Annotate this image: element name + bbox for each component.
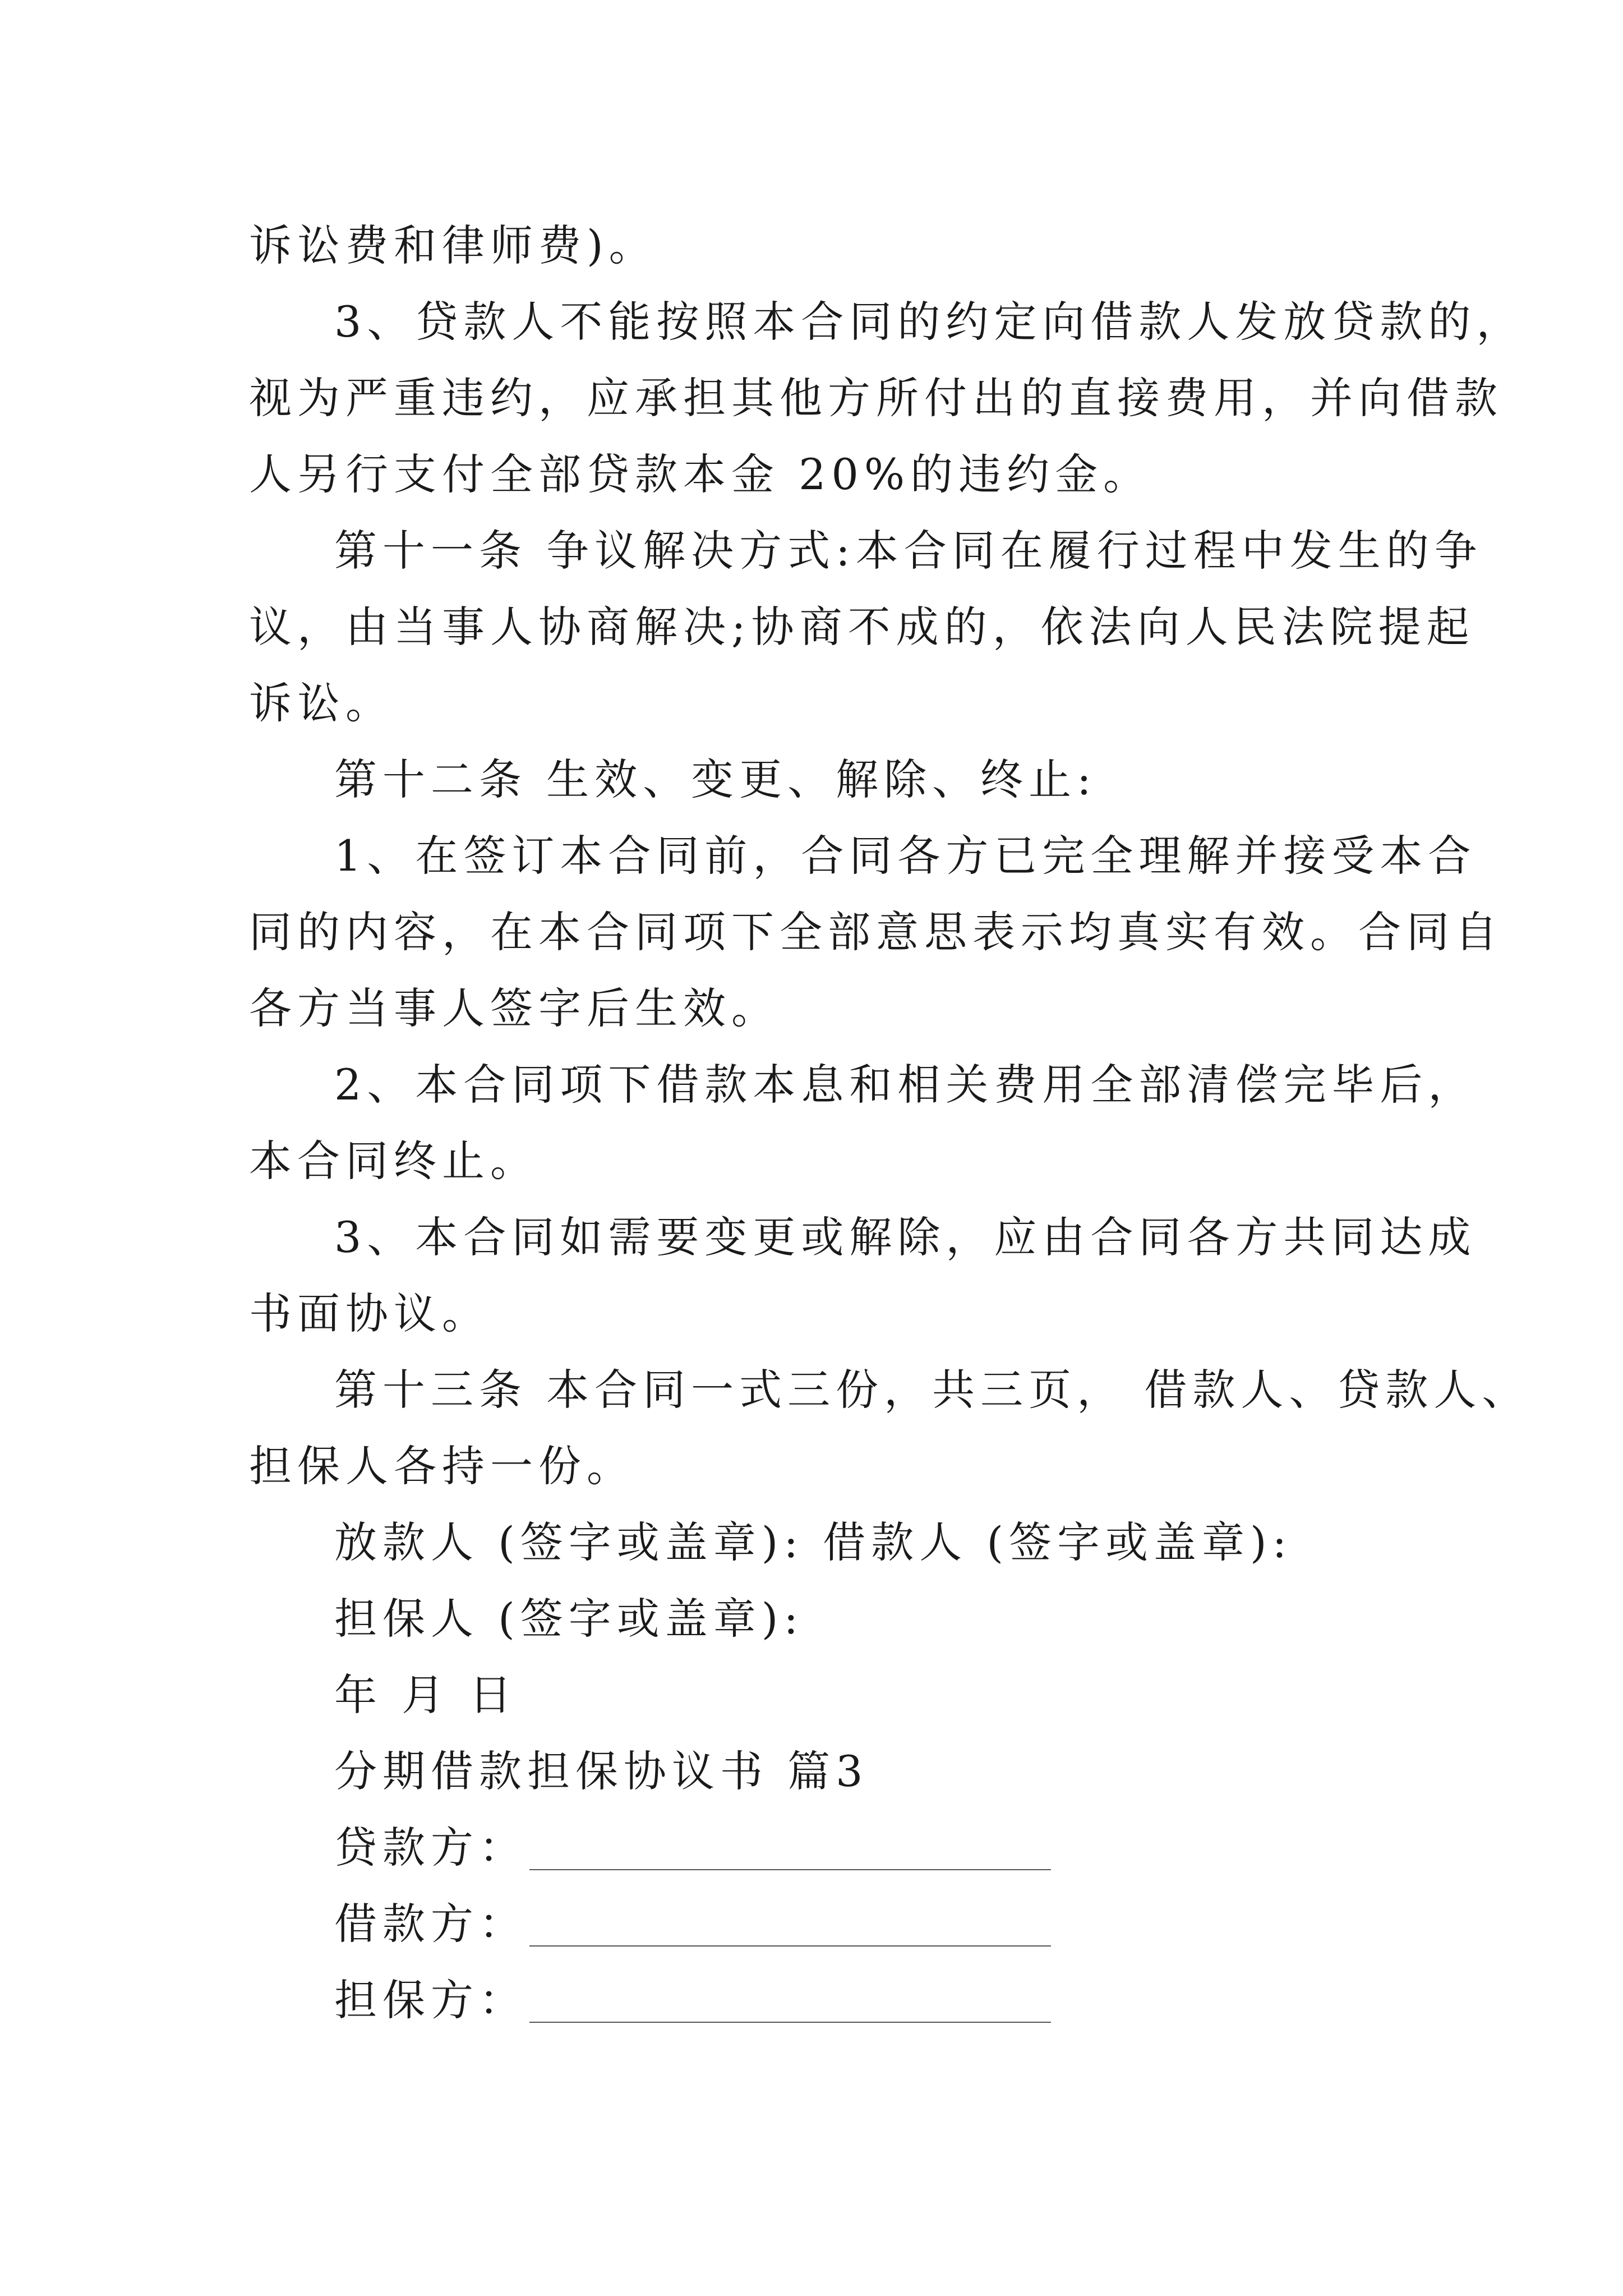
- text-line-12: 2、本合同项下借款本息和相关费用全部清偿完毕后，: [334, 1060, 1477, 1110]
- borrower-blank: [529, 1945, 1051, 1947]
- lender-blank: [529, 1869, 1051, 1870]
- text-line-17: 担保人各持一份。: [249, 1441, 635, 1491]
- text-line-16: 第十三条 本合同一式三份，共三页， 借款人、贷款人、: [334, 1365, 1530, 1415]
- text-line-4: 人另行支付全部贷款本金 20%的违约金。: [249, 449, 1152, 499]
- guarantor-label: 担保方：: [334, 1975, 527, 2025]
- text-line-15: 书面协议。: [249, 1289, 490, 1338]
- section-heading: 分期借款担保协议书 篇3: [334, 1746, 869, 1796]
- text-line-13: 本合同终止。: [249, 1136, 538, 1186]
- text-line-9: 1、在签订本合同前，合同各方已完全理解并接受本合: [334, 831, 1477, 881]
- text-line-5: 第十一条 争议解决方式:本合同在履行过程中发生的争: [334, 526, 1483, 576]
- text-line-7: 诉讼。: [249, 678, 394, 728]
- text-line-2: 3、贷款人不能按照本合同的约定向借款人发放贷款的，: [334, 297, 1525, 347]
- signature-line-lender-borrower: 放款人 (签字或盖章): 借款人 (签字或盖章):: [334, 1517, 1293, 1567]
- guarantor-field: [249, 1962, 1387, 2039]
- text-line-8: 第十二条 生效、变更、解除、终止:: [334, 754, 1097, 804]
- text-line-10: 同的内容，在本合同项下全部意思表示均真实有效。合同自: [249, 907, 1503, 957]
- signature-line-guarantor: 担保人 (签字或盖章):: [334, 1594, 804, 1644]
- document-body: [249, 208, 1530, 2039]
- lender-field: [249, 1810, 1387, 1886]
- text-line-14: 3、本合同如需要变更或解除，应由合同各方共同达成: [334, 1212, 1477, 1262]
- text-line-1: 诉讼费和律师费)。: [249, 220, 657, 270]
- date-line: 年 月 日: [334, 1670, 518, 1720]
- text-line-3: 视为严重违约，应承担其他方所付出的直接费用，并向借款: [249, 373, 1503, 423]
- borrower-label: 借款方：: [334, 1899, 527, 1949]
- lender-label: 贷款方：: [334, 1823, 527, 1872]
- borrower-field: [249, 1886, 1387, 1962]
- guarantor-blank: [529, 2022, 1051, 2023]
- text-line-6: 议，由当事人协商解决;协商不成的，依法向人民法院提起: [249, 602, 1475, 652]
- text-line-11: 各方当事人签字后生效。: [249, 983, 780, 1033]
